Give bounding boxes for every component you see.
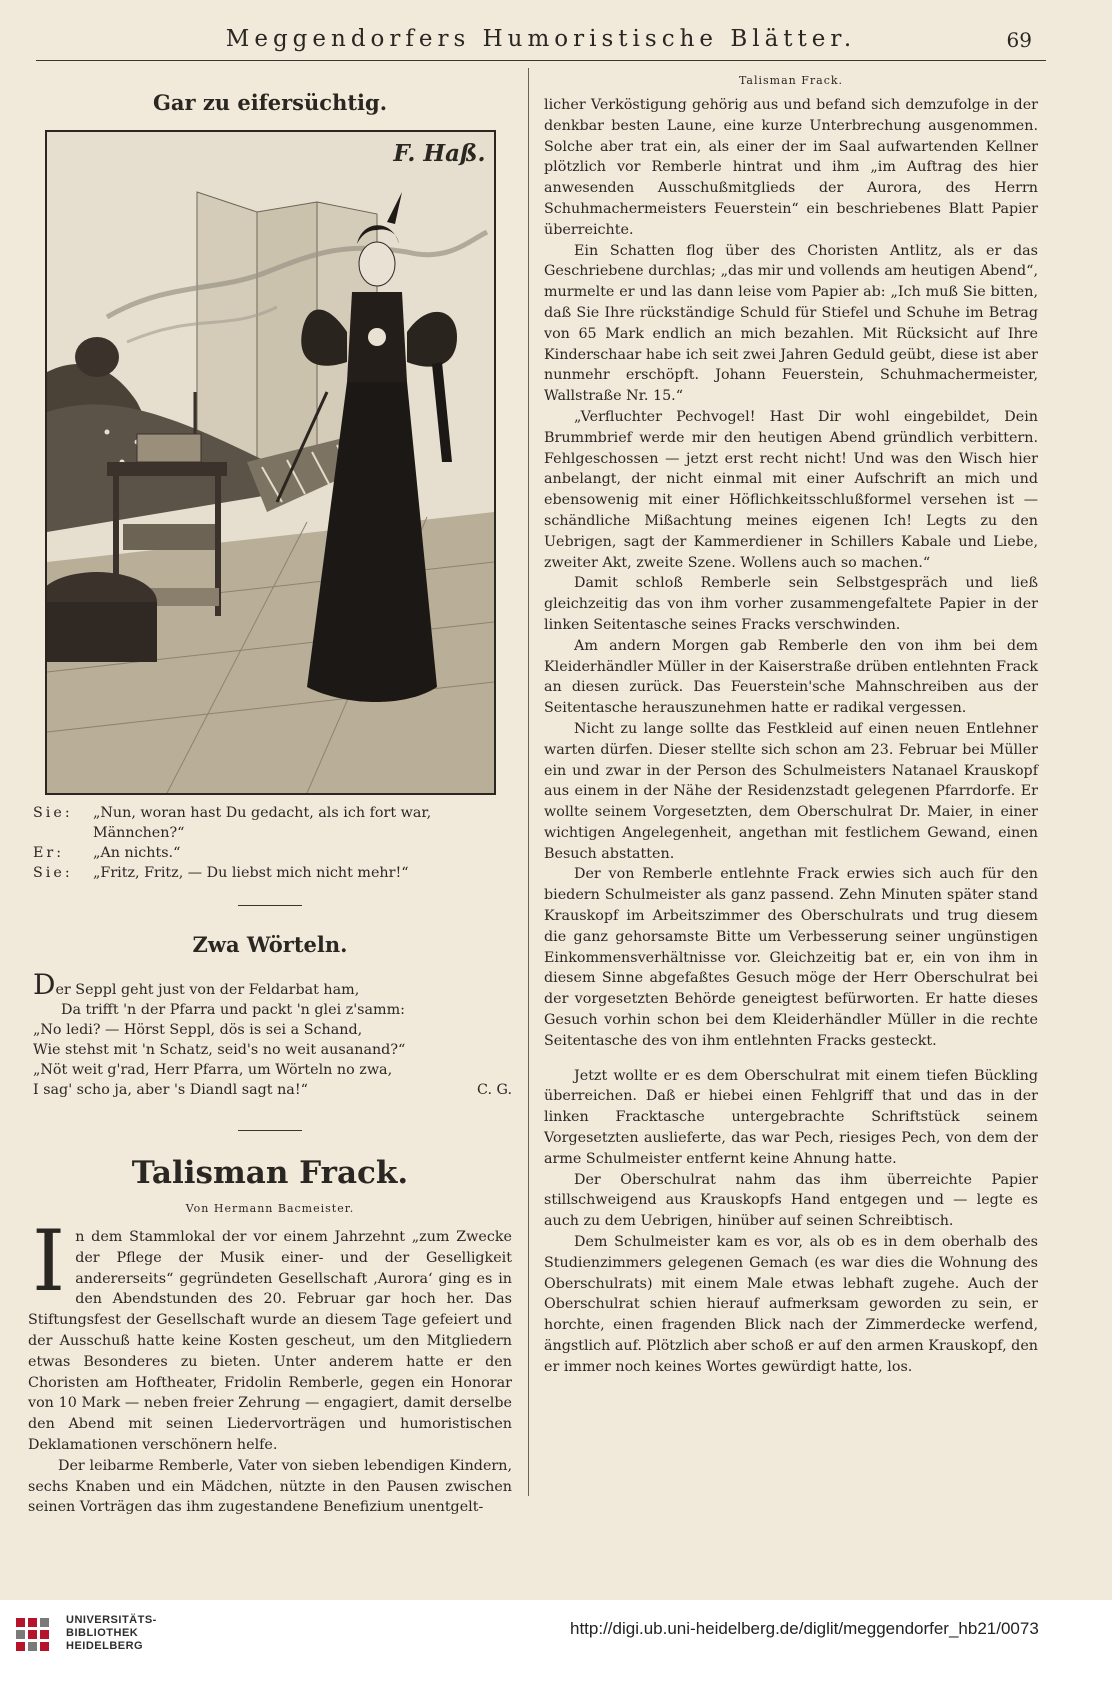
cartoon-title: Gar zu eifersüchtig. [152, 90, 388, 115]
caption-speaker: Sie: [33, 865, 73, 881]
left-column [28, 70, 512, 1518]
running-header [36, 20, 1046, 61]
cartoon-caption [28, 803, 512, 883]
caption-text: „Nun, woran hast Du gedacht, als ich fort war, Männchen?“ [93, 805, 432, 841]
poem-line [33, 1080, 512, 1100]
story-byline: Von Hermann Bacmeister. [185, 1202, 355, 1215]
poem-line [33, 1020, 512, 1040]
poem-line [33, 1000, 512, 1020]
institution-line: HEIDELBERG [66, 1640, 144, 1652]
story-paragraph [28, 1212, 512, 1456]
poem-line [33, 968, 512, 1001]
poem-dropcap: D [33, 968, 56, 1001]
institution-name [66, 1614, 157, 1653]
poem-title: Zwa Wörteln. [192, 932, 348, 957]
column-divider [528, 68, 529, 1496]
caption-speaker: Er: [33, 845, 65, 861]
poem-line-text: I sag' scho ja, aber 's Diandl sagt na!“ [33, 1082, 308, 1098]
page-number: 69 [1006, 28, 1032, 52]
poem-line-text: er Seppl geht just von der Feldarbat ham, [55, 982, 360, 998]
poem-signature: C. G. [477, 1082, 512, 1098]
caption-speaker: Sie: [33, 805, 73, 821]
caption-line [33, 843, 512, 863]
story-paragraph-text: n dem Stammlokal der vor einem Jahrzehnt „zum Zwecke der Pflege der Musik einer- und der Geselligkeit andererseits“ gegründeten Gesellschaft ‚Aurora‘ ging es in den Abendstunden des 20. Februar gar hoch her. Das Stiftungsfest der Gesellschaft wurde an diesem Tage gefeiert und der Ausschuß hatte keine Kosten gescheut, um den Mitgliedern etwas Besonderes zu bieten. Unter anderem hatte er den Choristen am Hoftheater, Fridolin Remberle, gegen ein Honorar von 10 Mark — neben freier Zehrung — engagiert, damit derselbe den Abend mit seinen Liedervorträgen und humoristischen Deklamationen verschönern helfe. [28, 1229, 512, 1453]
magazine-title: Meggendorfers Humoristische Blätter. [225, 26, 857, 52]
poem [28, 968, 512, 1100]
poem-line-text: „No ledi? — Hörst Seppl, dös is sei a Schand, [33, 1022, 363, 1038]
poem-line-text: Da trifft 'n der Pfarra und packt 'n glei z'samm: [61, 1002, 405, 1018]
story-paragraph: Der von Remberle entlehnte Frack erwies sich auch für den biedern Schulmeister als ganz passend. Zehn Minuten später stand Krauskopf im Arbeitszimmer des Oberschulrats und trug diesem die ganz gehorsamste Bitte um Verbesserung seiner ungünstigen Einkommensverhältnisse vor. Gleichzeitig bat er, ein von ihm in diesem Sinne abgefaßtes Gesuch möge der Herr Oberschulrat bei der vorgesetzten Behörde geneigtest befürworten. Er hatte dieses Gesuch vorhin schon bei dem Kleiderhändler Müller in die rechte Seitentasche des von ihm entlehnten Fracks gesteckt. [544, 866, 1038, 1049]
story-opening [28, 1212, 512, 1518]
poem-line [33, 1040, 512, 1060]
university-library-logo-icon [10, 1612, 54, 1656]
cartoon-illustration [45, 130, 496, 795]
story-paragraph: Nicht zu lange sollte das Festkleid auf einen neuen Entlehner warten dürfen. Dieser stellte sich schon am 23. Februar bei Müller ein und zwar in der Person des Schulmeisters Natanael Krauskopf aus einem in der Nähe der Residenzstadt gelegenen Pfarrdorfe. Er wollte seinem Vorgesetzten, dem Oberschulrat Dr. Maier, in einer wichtigen Angelegenheit, angethan mit festlichem Gewand, einen Besuch abstatten. [544, 720, 1038, 862]
story-continuation [544, 95, 1038, 1378]
story-paragraph: Damit schloß Remberle sein Selbstgespräch und ließ gleichzeitig das von ihm vorher zusammengefaltete Papier in der linken Seitentasche seines Fracks verschwinden. [544, 575, 1038, 633]
story-paragraph: Der Oberschulrat nahm das ihm überreichte Papier stillschweigend aus Krauskopfs Hand entgegen und — legte es auch zu dem Uebrigen, hinüber auf seinen Schreibtisch. [544, 1171, 1038, 1230]
poem-line-text: Wie stehst mit 'n Schatz, seid's no weit ausanand?“ [33, 1042, 406, 1058]
illustration-drawing [47, 132, 494, 793]
section-separator [238, 905, 302, 906]
poem-line-text: „Nöt weit g'rad, Herr Pfarra, um Wörteln no zwa, [33, 1062, 393, 1078]
story-paragraph: licher Verköstigung gehörig aus und befand sich demzufolge in der denkbar besten Laune, eine kurze Unterbrechung ausgenommen. Solche aber trat ein, als einer der im Saal aufwartenden Kellner plötzlich vor Remberle hintrat und ihm „im Auftrag des hier anwesenden Ausschußmitglieds der Aurora, des Herrn Schuhmachermeisters Feuerstein“ ein beschriebenes Blatt Papier überreichte. [544, 97, 1038, 238]
institution-line: UNIVERSITÄTS- [66, 1614, 157, 1626]
caption-line [33, 803, 512, 843]
story-paragraph: „Verfluchter Pechvogel! Hast Dir wohl eingebildet, Dein Brummbrief werde mir den heutigen Abend gründlich verbittern. Fehlgeschossen — jetzt erst recht nicht! Und was den Wisch hier anbelangt, der nicht einmal mit einer Aufschrift an mich und ebensowenig mit einer Höflichkeitsschlußformel versehen ist — schändliche Mißachtung meines eigenen Ich! Legts zu den Uebrigen, sagt der Kammerdiener in Schillers Kabale und Liebe, zweiter Akt, zweite Szene. Wollens auch so machen.“ [544, 408, 1038, 571]
institution-line: BIBLIOTHEK [66, 1627, 139, 1639]
right-column [544, 74, 1038, 1378]
section-separator [238, 1130, 302, 1131]
caption-line [33, 863, 512, 883]
paragraph-gap [544, 1052, 1038, 1066]
source-url-link[interactable]: http://digi.ub.uni-heidelberg.de/diglit/meggendorfer_hb21/0073 [570, 1619, 1039, 1638]
story-dropcap: I [32, 1212, 66, 1310]
poem-line [33, 1060, 512, 1080]
illustrator-signature: F. Haß. [393, 140, 486, 167]
story-paragraph: Ein Schatten flog über des Choristen Antlitz, als er das Geschriebene durchlas; „das mir und vollends am heutigen Abend“, murmelte er und las dann leise vom Papier ab: „Ich muß Sie bitten, daß Sie Ihre rückständige Schuld für Stiefel und Schuhe im Betrag von 65 Mark endlich an mich bezahlen. Mit Rücksicht auf Ihre Kinderschaar habe ich seit zwei Jahren Geduld geübt, diese ist aber nunmehr erschöpft. Johann Feuerstein, Schuhmachermeister, Wallstraße Nr. 15.“ [544, 242, 1038, 405]
library-footer [0, 1600, 1112, 1681]
story-title: Talisman Frack. [131, 1155, 409, 1191]
caption-text: „An nichts.“ [93, 845, 181, 861]
story-paragraph: Am andern Morgen gab Remberle den von ihm bei dem Kleiderhändler Müller in der Kaiserstraße drüben entlehnten Frack an diesen zurück. Das Feuerstein'sche Mahnschreiben aus der Seitentasche herauszunehmen hatte er radikal vergessen. [544, 637, 1038, 717]
story-paragraph: Der leibarme Remberle, Vater von sieben lebendigen Kindern, sechs Knaben und ein Mädchen, nützte in den Pausen zwischen seinen Vorträgen das ihm zugestandene Benefizium unentgelt- [28, 1457, 512, 1516]
story-running-head: Talisman Frack. [738, 74, 844, 87]
story-paragraph: Dem Schulmeister kam es vor, als ob es in dem oberhalb des Studienzimmers gelegenen Gemach (es war dies die Wohnung des Oberschulrats) mit einem Male etwas lebhaft zugehe. Auch der Oberschulrat schien hierauf aufmerksam geworden zu sein, er horchte, einen fragenden Blick nach der Zimmerdecke werfend, ängstlich auf. Plötzlich aber schoß er auf den armen Krauskopf, den er immer noch keines Wortes gewürdigt hatte, los. [544, 1234, 1038, 1375]
story-paragraph: Jetzt wollte er es dem Oberschulrat mit einem tiefen Bückling überreichen. Daß er hiebei einen Fehlgriff that und das in der linken Fracktasche untergebrachte Schriftstück seinem Vorgesetzten auslieferte, das war Pech, riesiges Pech, von dem der arme Schulmeister entfernt keine Ahnung hatte. [544, 1067, 1038, 1167]
caption-text: „Fritz, Fritz, — Du liebst mich nicht mehr!“ [93, 865, 409, 881]
